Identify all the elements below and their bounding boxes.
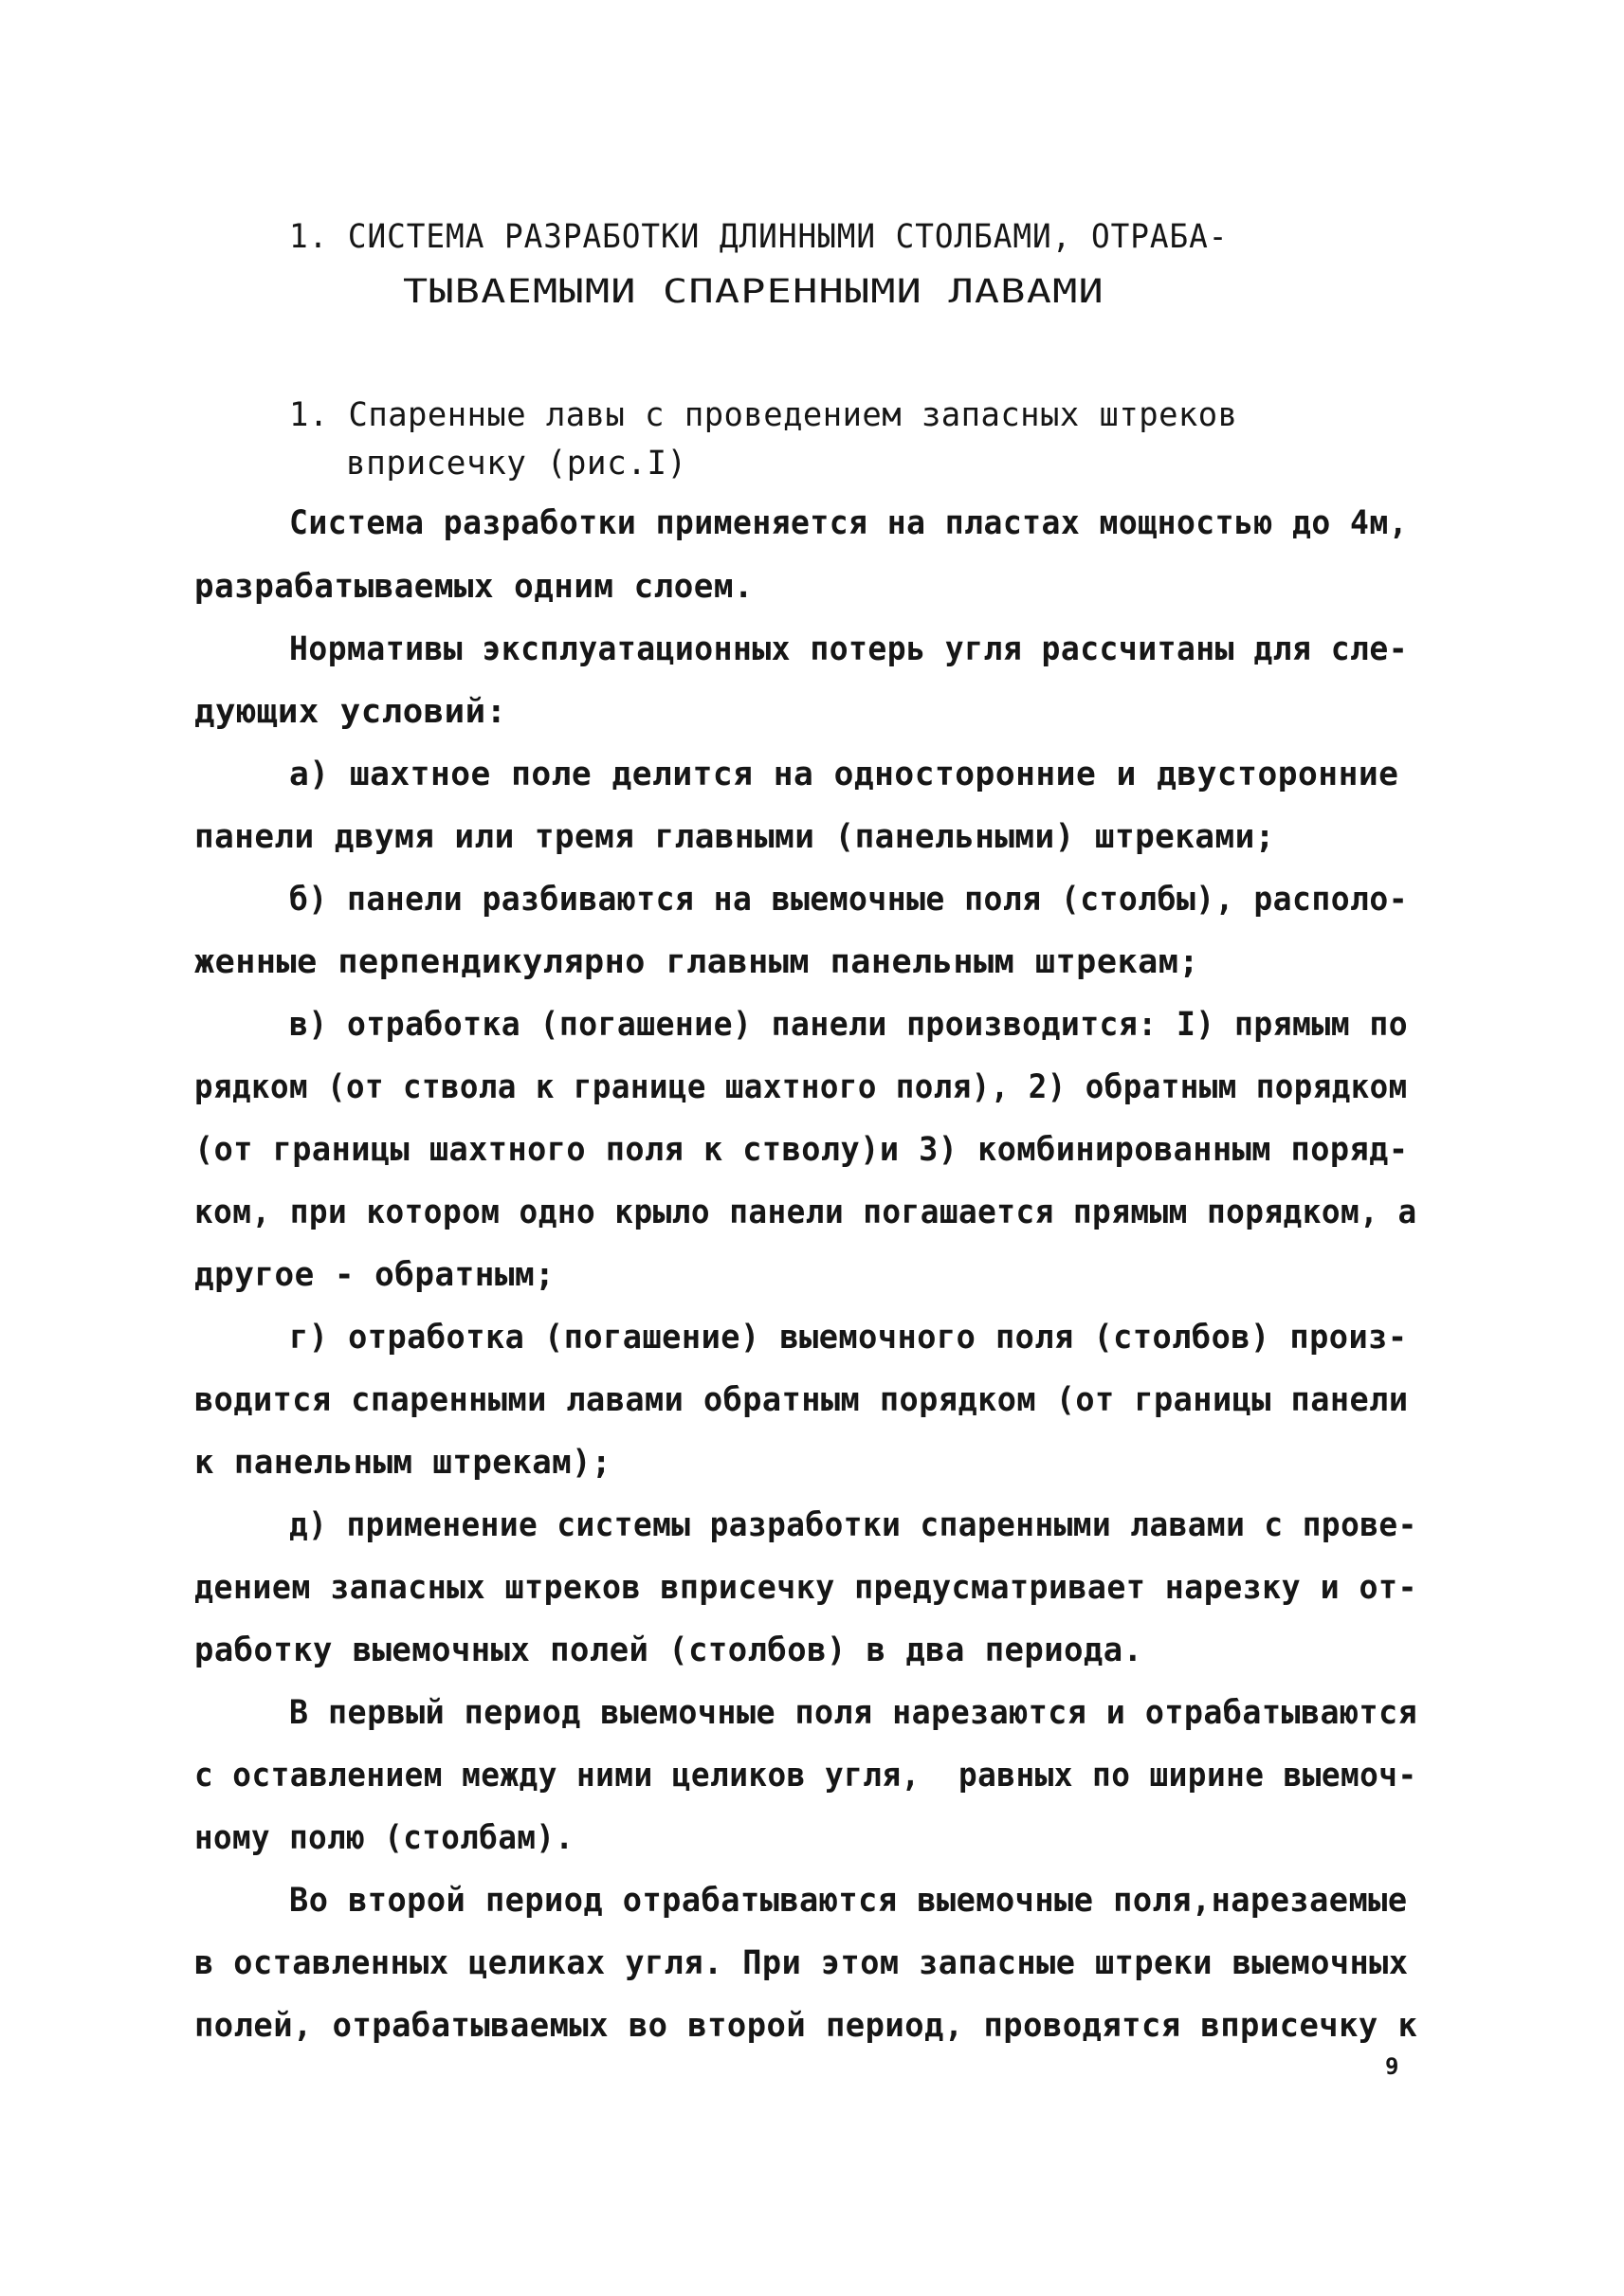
body-line-2: разрабатываемых одним слоем. <box>194 568 755 606</box>
body-line-13: другое - обратным; <box>194 1256 556 1294</box>
body-line-20: В первый период выемочные поля нарезаются и отрабатываются <box>289 1694 1418 1732</box>
page-number: 9 <box>1385 2053 1399 2080</box>
body-line-14: г) отработка (погашение) выемочного поля (столбов) произ- <box>289 1319 1408 1357</box>
body-line-9: в) отработка (погашение) панели производится: I) прямым по <box>289 1006 1409 1044</box>
body-line-24: в оставленных целиках угля. При этом запасные штреки выемочных <box>194 1944 1409 1982</box>
body-line-25: полей, отрабатываемых во второй период, проводятся вприсечку к <box>194 2007 1418 2045</box>
body-line-18: дением запасных штреков вприсечку предусматривает нарезку и от- <box>194 1569 1417 1607</box>
body-line-19: работку выемочных полей (столбов) в два периода. <box>194 1631 1143 1669</box>
body-line-15: водится спаренными лавами обратным порядком (от границы панели <box>194 1381 1409 1419</box>
body-line-12: ком, при котором одно крыло панели погашается прямым порядком, а <box>194 1194 1417 1231</box>
body-line-21: с оставлением между ними целиков угля, равных по ширине выемоч- <box>194 1757 1417 1795</box>
body-line-22: ному полю (столбам). <box>194 1819 575 1857</box>
body-line-11: (от границы шахтного поля к стволу)и 3) комбинированным поряд- <box>194 1131 1409 1169</box>
body-line-6: панели двумя или тремя главными (панельными) штреками; <box>194 818 1275 856</box>
body-line-7: б) панели разбиваются на выемочные поля (столбы), располо- <box>289 881 1409 919</box>
body-line-5: а) шахтное поле делится на односторонние и двусторонние <box>289 756 1399 793</box>
body-line-16: к панельным штрекам); <box>194 1444 612 1482</box>
body-line-3: Нормативы эксплуатационных потерь угля рассчитаны для сле- <box>289 630 1409 668</box>
body-line-8: женные перпендикулярно главным панельным штрекам; <box>194 943 1199 981</box>
body-line-17: д) применение системы разработки спаренными лавами с прове- <box>289 1506 1417 1544</box>
body-line-23: Во второй период отрабатываются выемочные поля,нарезаемые <box>289 1882 1408 1920</box>
subsection-heading-line-2: вприсечку (рис.I) <box>346 445 687 483</box>
section-heading-line-1: 1. СИСТЕМА РАЗРАБОТКИ ДЛИННЫМИ СТОЛБАМИ, ОТРАБА- <box>289 218 1229 256</box>
body-line-10: рядком (от ствола к границе шахтного поля), 2) обратным порядком <box>194 1068 1408 1106</box>
section-heading-line-2: ТЫВАЕМЫМИ СПАРЕННЫМИ ЛАВАМИ <box>403 273 1104 311</box>
body-line-4: дующих условий: <box>194 693 507 731</box>
subsection-heading-line-1: 1. Спаренные лавы с проведением запасных штреков <box>289 396 1238 434</box>
body-line-1: Система разработки применяется на пластах мощностью до 4м, <box>289 504 1409 542</box>
